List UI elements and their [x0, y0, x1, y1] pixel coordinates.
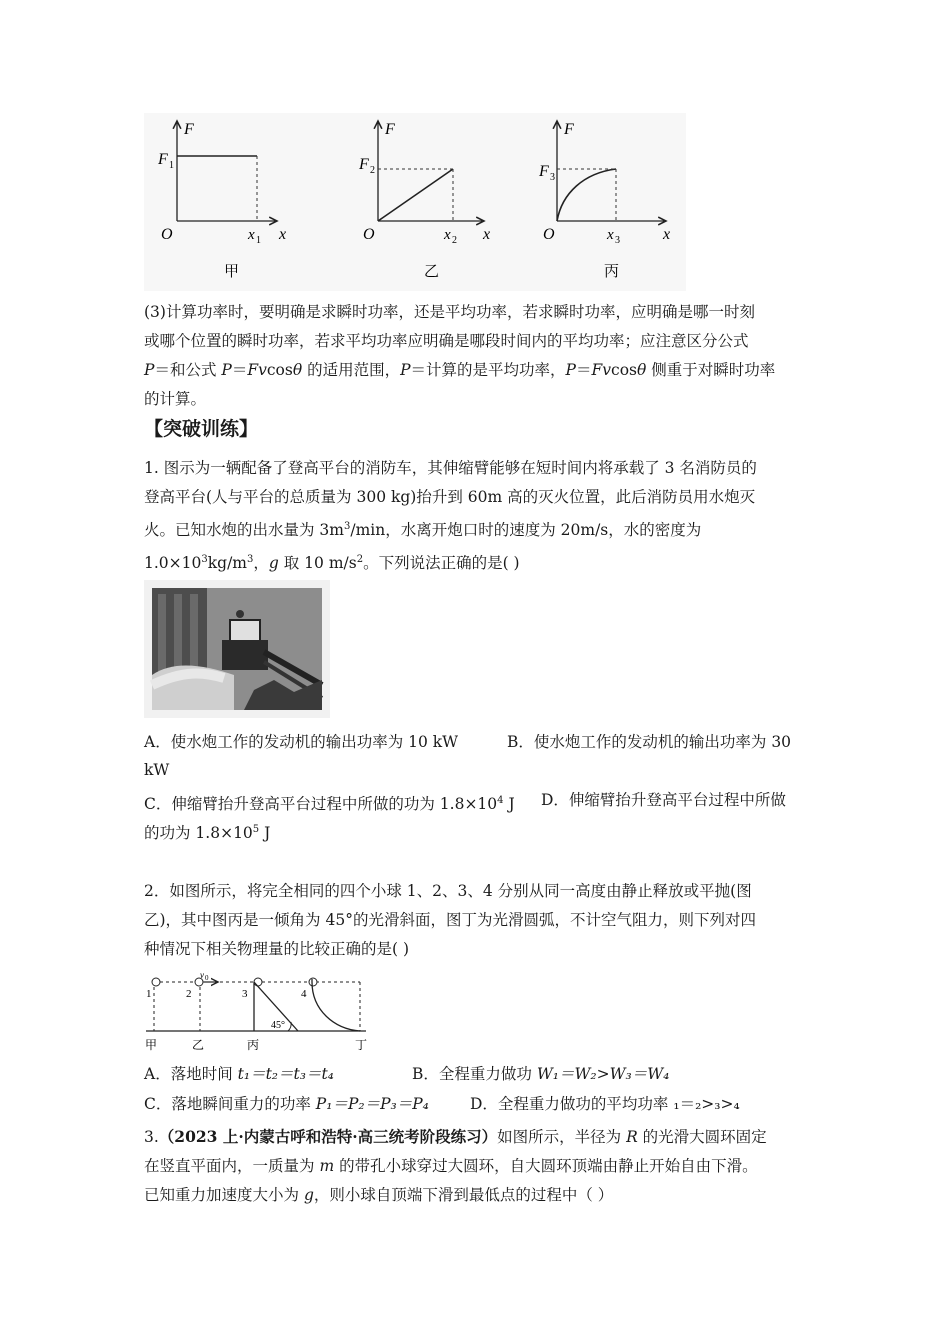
q2-label-yi: 乙 [192, 1038, 205, 1052]
graph-bing-curve [557, 169, 616, 221]
force-displacement-figure [144, 113, 686, 291]
q2-line-3: 种情况下相关物理量的比较正确的是( ) [144, 940, 410, 958]
graph-yi-f-label: F [359, 156, 369, 173]
graph-bing-x-label: x [607, 227, 614, 243]
graph-yi [358, 121, 490, 280]
graph-bing-axis-y: F [564, 121, 574, 138]
q1-line-3: 火。已知水炮的出水量为 $3m^3/\min$，水离开炮口时的速度为 20m/s，水的密度为 [144, 521, 702, 540]
graph-bing [538, 121, 670, 280]
note-3-line-1: (3)计算功率时，要明确是求瞬时功率，还是平均功率，若求瞬时功率，应明确是哪一时刻 [144, 303, 755, 321]
q1-line-2: 登高平台(人与平台的总质量为 300 kg)抬升到 60m 高的灭火位置，此后消防员用水炮灭 [144, 488, 756, 506]
graph-bing-f-sub: 3 [550, 172, 555, 183]
graph-jia-axis-y: F [184, 121, 194, 138]
q1-line-4: $1.0\times 10^3kg/m^3$，g 取 10 $m/s^2$。下列说法正确的是( ) [144, 554, 520, 573]
q1-option-b[interactable]: B．使水炮工作的发动机的输出功率为 30 [507, 733, 792, 751]
graph-jia [157, 121, 286, 280]
graph-yi-f-sub: 2 [370, 165, 375, 176]
q2-option-c[interactable]: C．落地瞬间重力的功率 P₁＝P₂＝P₃＝P₄ [144, 1095, 429, 1113]
fire-truck-photo [144, 580, 330, 718]
graph-jia-label: 甲 [224, 264, 240, 280]
note-3-line-3: P＝和公式 P＝Fvcosθ 的适用范围，P＝计算的是平均功率，P＝Fvcosθ 侧重于对瞬时功率 [144, 361, 776, 379]
q2-option-a[interactable]: A．落地时间 t₁＝t₂＝t₃＝t₄ [144, 1065, 334, 1083]
question-1 [144, 454, 808, 578]
question-2 [144, 877, 808, 964]
svg-text:0: 0 [205, 974, 209, 982]
graph-bing-x-sub: 3 [615, 235, 620, 246]
q3-line-3: 已知重力加速度大小为 g，则小球自顶端下滑到最低点的过程中（ ） [144, 1186, 614, 1204]
q1-option-d-cont: 的功为 $1.8\times 10^5$ J [144, 824, 271, 843]
q2-option-b[interactable]: B．全程重力做功 W₁＝W₂>W₃＝W₄ [412, 1065, 670, 1083]
force-displacement-graphs [144, 113, 686, 291]
q1-option-c[interactable]: C．伸缩臂抬升登高平台过程中所做的功为 $1.8\times 10^4$ J [144, 795, 515, 814]
graph-bing-origin: O [543, 226, 555, 243]
graph-bing-label: 丙 [604, 264, 620, 280]
note-3-line-4: 的计算。 [144, 390, 207, 408]
q3-line-1: 3.（2023 上·内蒙古呼和浩特·高三统考阶段练习）如图所示，半径为 R 的光滑大圆环固定 [144, 1127, 767, 1146]
q2-ball-2: 2 [186, 988, 192, 1000]
graph-bing-axis-x: x [663, 226, 671, 243]
q2-line-1: 2．如图所示，将完全相同的四个小球 1、2、3、4 分别从同一高度由静止释放或平抛(图 [144, 882, 752, 900]
q3-line-2: 在竖直平面内，一质量为 m 的带孔小球穿过大圆环，自大圆环顶端由静止开始自由下滑。 [144, 1157, 758, 1175]
note-3 [144, 298, 808, 414]
graph-bing-f-label: F [539, 163, 549, 180]
q2-label-jia: 甲 [145, 1038, 158, 1052]
q2-figure [144, 965, 374, 1053]
q2-ball-4: 4 [301, 988, 307, 1000]
q2-ball-1: 1 [146, 988, 152, 1000]
svg-text:v: v [200, 970, 204, 980]
graph-jia-axis-x: x [279, 226, 287, 243]
graph-yi-axis-y: F [385, 121, 395, 138]
q2-label-ding: 丁 [355, 1038, 368, 1052]
graph-yi-origin: O [363, 226, 375, 243]
graph-yi-axis-x: x [483, 226, 491, 243]
q2-line-2: 乙)，其中图丙是一倾角为 45°的光滑斜面，图丁为光滑圆弧，不计空气阻力，则下列对四 [144, 911, 756, 929]
q1-option-b-cont: kW [144, 761, 170, 779]
q1-line-1: 1. 图示为一辆配备了登高平台的消防车，其伸缩臂能够在短时间内将承载了 3 名消防员的 [144, 459, 757, 477]
graph-jia-x-sub: 1 [256, 235, 261, 246]
q1-option-a[interactable]: A．使水炮工作的发动机的输出功率为 10 kW [144, 733, 459, 751]
graph-jia-origin: O [161, 226, 173, 243]
graph-yi-line [378, 169, 453, 221]
q1-option-d[interactable]: D．伸缩臂抬升登高平台过程中所做 [541, 791, 786, 809]
q2-option-d[interactable]: D．全程重力做功的平均功率 ₁＝₂>₃>₄ [470, 1095, 740, 1113]
q2-label-bing: 丙 [247, 1038, 260, 1052]
section-title: 【突破训练】 [144, 418, 259, 440]
q2-angle-label: 45° [271, 1020, 285, 1031]
q2-ball-3: 3 [242, 988, 248, 1000]
graph-yi-x-sub: 2 [452, 235, 457, 246]
graph-yi-label: 乙 [424, 264, 440, 280]
graph-jia-f-sub: 1 [169, 160, 174, 171]
question-3 [144, 1122, 808, 1210]
graph-yi-x-label: x [444, 227, 451, 243]
note-3-line-2: 或哪个位置的瞬时功率，若求平均功率应明确是哪段时间内的平均功率；应注意区分公式 [144, 332, 749, 350]
graph-jia-x-label: x [248, 227, 255, 243]
graph-jia-f-label: F [158, 151, 168, 168]
